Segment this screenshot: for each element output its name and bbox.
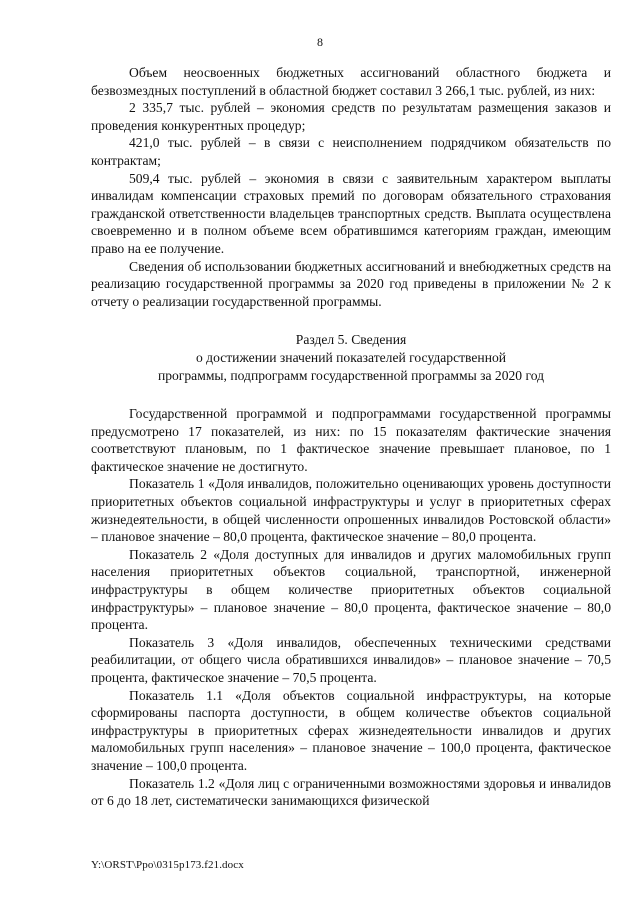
paragraph: 509,4 тыс. рублей – экономия в связи с заявительным характером выплаты инвалидам компенсации страховых премий по договорам обязательного страхования гражданской ответственности владельцев транспортных средств. Выплата осуществлена своевременно и в полном объеме всем обратившимся категориям граждан, имеющим право на ее получение.: [91, 170, 611, 256]
paragraph: Показатель 1 «Доля инвалидов, положительно оценивающих уровень доступности приоритетных объектов социальной инфраструктуры и услуг в приоритетных сферах жизнедеятельности, в общей численности опрошенных инвалидов Ростовской области» – плановое значение – 80,0 процента, фактическое значение – 80,0 процента.: [91, 476, 611, 545]
paragraph: Показатель 3 «Доля инвалидов, обеспеченных техническими средствами реабилитации, от общего числа обратившихся инвалидов» – плановое значение – 70,5 процента, фактическое значение – 70,5 процента.: [91, 634, 611, 685]
paragraph: Показатель 1.1 «Доля объектов социальной инфраструктуры, на которые сформированы паспорта доступности, в общем количестве объектов социальной инфраструктуры в приоритетных сферах жизнедеятельности инвалидов и других маломобильных групп населения» – плановое значение – 100,0 процента, фактическое значение – 100,0 процента.: [91, 687, 611, 773]
paragraph: Государственной программой и подпрограммами государственной программы предусмотрено 17 показателей, из них: по 15 показателям фактические значения соответствуют плановым, по 1 фактическое значение превышает плановое, по 1 фактическое значение не достигнуто.: [91, 406, 611, 474]
section-title: Раздел 5. Сведения: [295, 332, 407, 348]
page-number: 8: [317, 35, 323, 49]
footer-file-path: Y:\ORST\Ppo\0315p173.f21.docx: [91, 859, 244, 871]
paragraph: Показатель 1.2 «Доля лиц с ограниченными возможностями здоровья и инвалидов от 6 до 18 лет, систематически занимающихся физической: [91, 775, 611, 809]
paragraph: Сведения об использовании бюджетных ассигнований и внебюджетных средств на реализацию государственной программы за 2020 год приведены в приложении № 2 к отчету о реализации государственной программы.: [91, 258, 611, 309]
paragraph: 421,0 тыс. рублей – в связи с неисполнением подрядчиком обязательств по контрактам;: [91, 135, 611, 168]
document-body: [91, 64, 611, 810]
paragraph: Показатель 2 «Доля доступных для инвалидов и других маломобильных групп населения приоритетных объектов социальной, транспортной, инженерной инфраструктуры в общем количестве приоритетных объектов социальной инфраструктуры» – плановое значение – 80,0 процента, фактическое значение – 80,0 процента.: [91, 546, 611, 633]
paragraph: 2 335,7 тыс. рублей – экономия средств по результатам размещения заказов и проведения конкурентных процедур;: [91, 100, 611, 133]
section-subtitle-line2: программы, подпрограмм государственной программы за 2020 год: [157, 367, 545, 383]
section-subtitle-line1: о достижении значений показателей государственной: [195, 349, 507, 365]
paragraph: Объем неосвоенных бюджетных ассигнований областного бюджета и безвозмездных поступлений в областной бюджет составил 3 266,1 тыс. рублей, из них:: [91, 65, 611, 98]
